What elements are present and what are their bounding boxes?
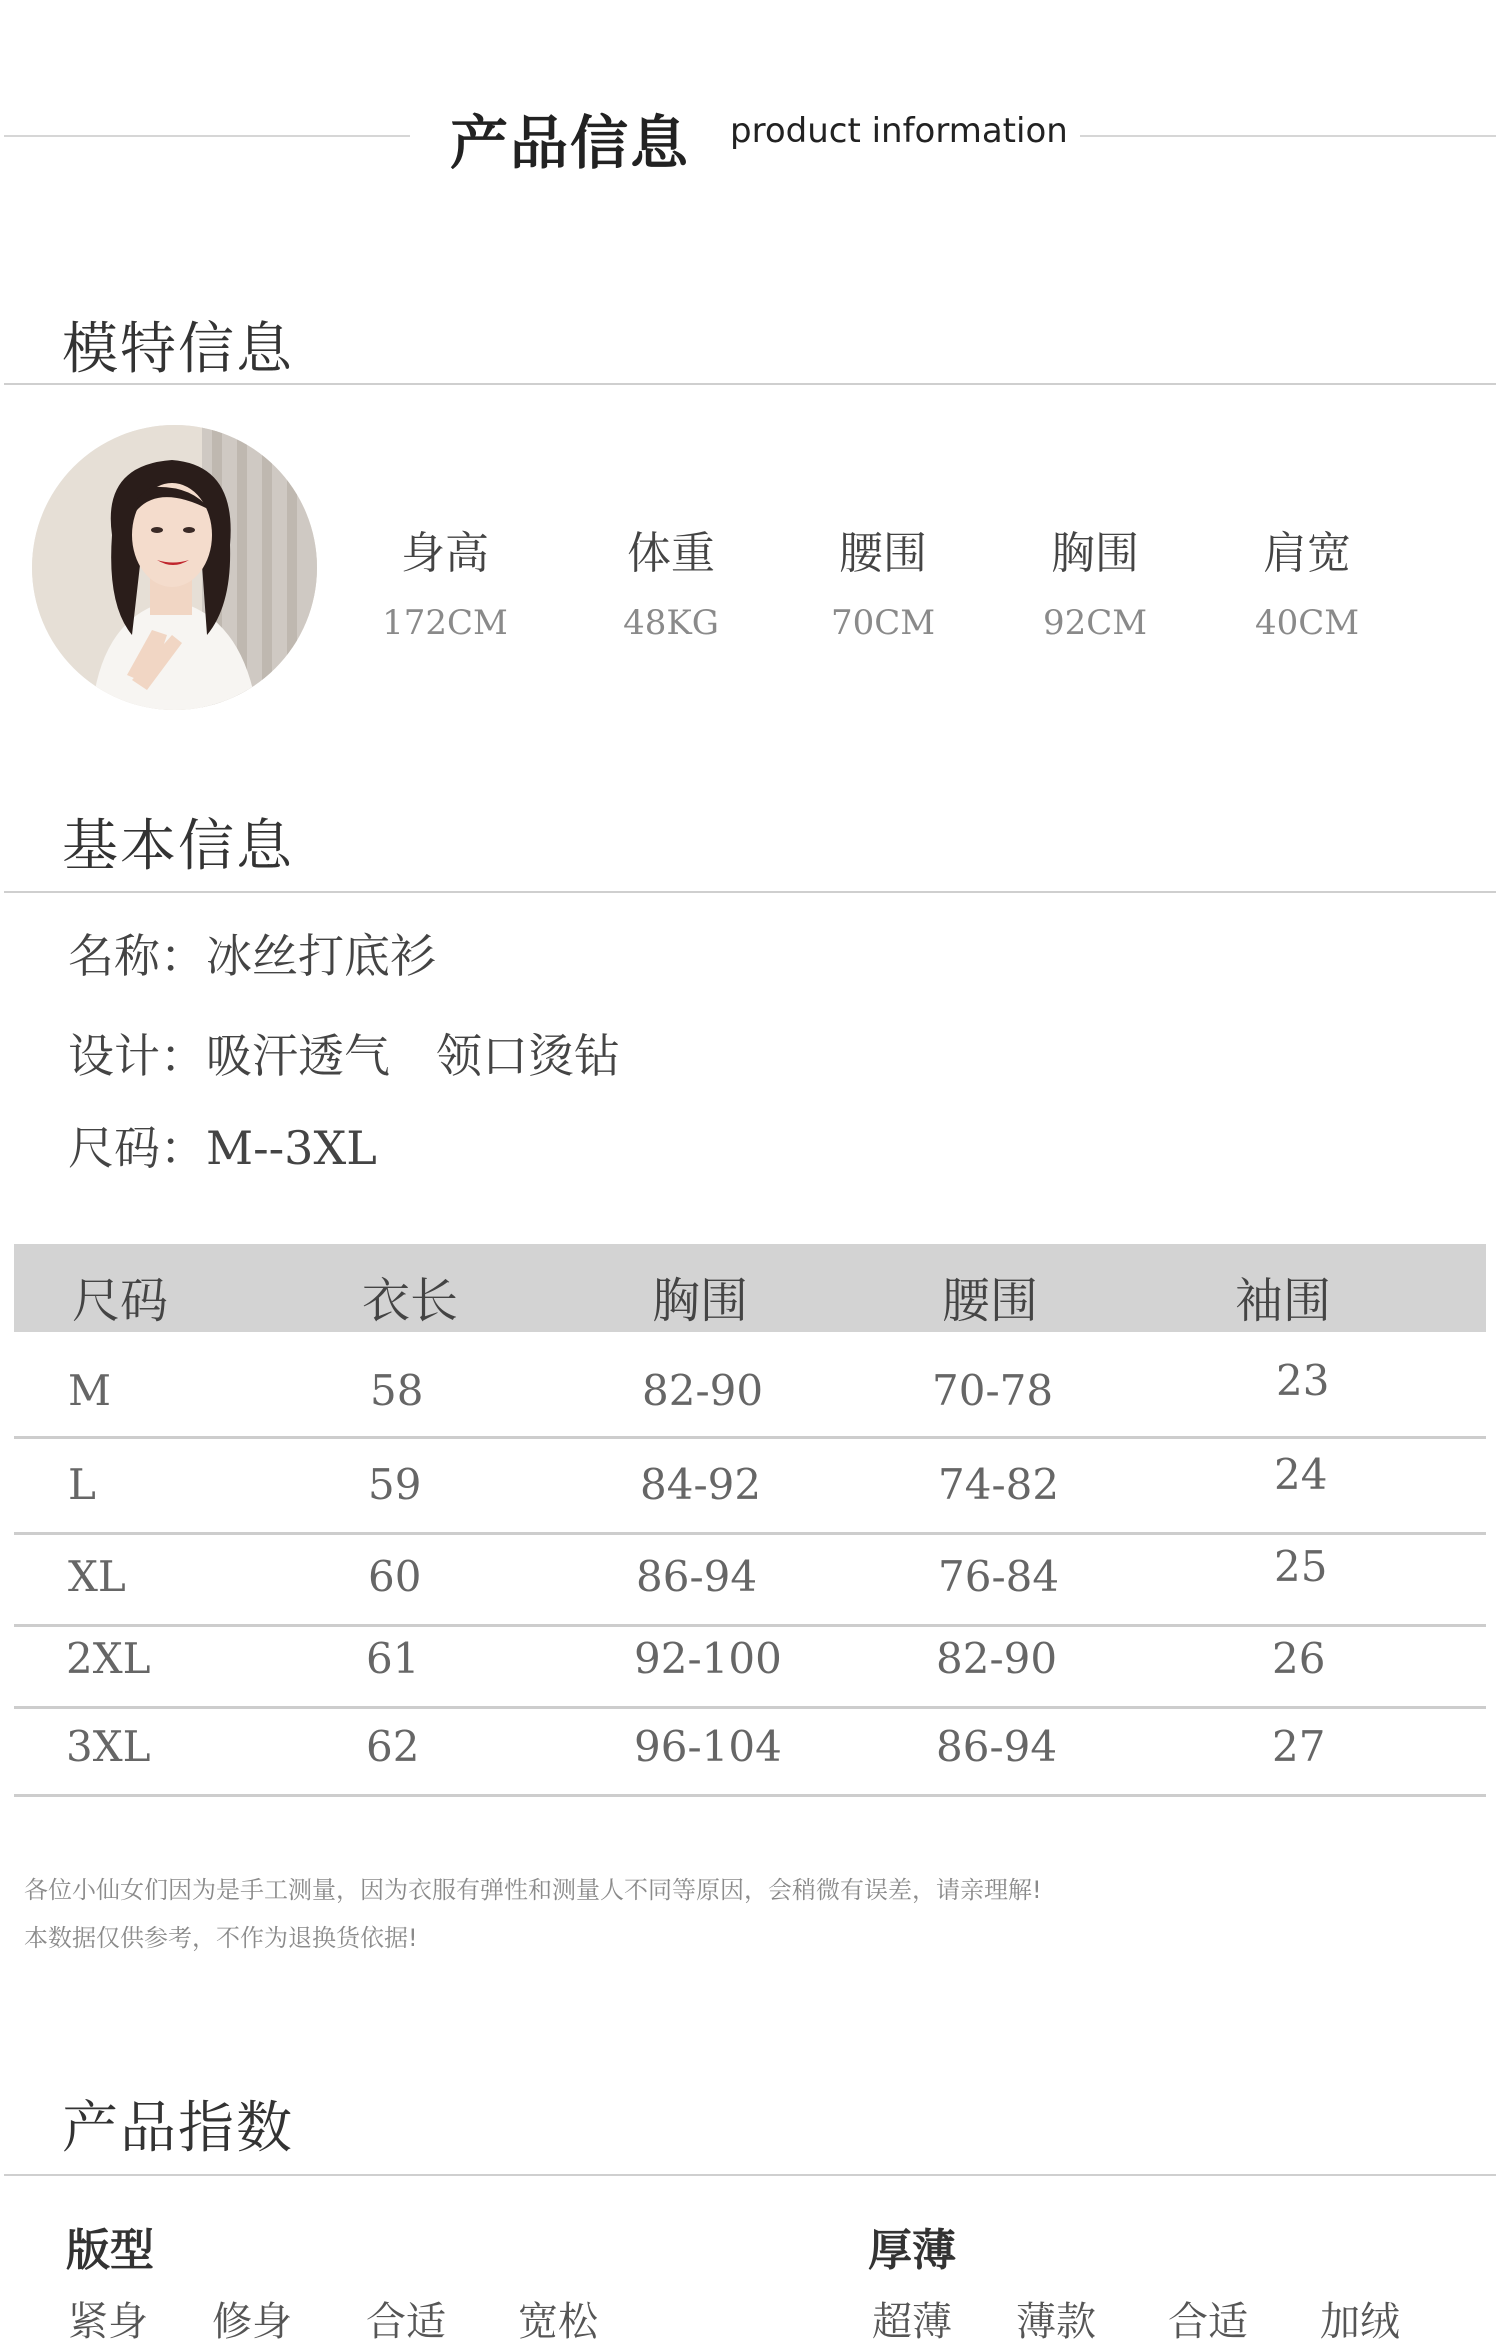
- table-cell: 2XL: [66, 1634, 151, 1683]
- basic-section-rule: [4, 891, 1496, 893]
- table-cell: M: [68, 1366, 112, 1415]
- table-cell: 82-90: [642, 1366, 764, 1415]
- table-cell: 3XL: [66, 1722, 151, 1771]
- info-name: 名称：冰丝打底衫: [68, 929, 436, 983]
- model-photo: [32, 425, 317, 710]
- measure-note: 各位小仙女们因为是手工测量，因为衣服有弹性和测量人不同等原因，会稍微有误差，请亲理解!: [24, 1876, 1042, 1904]
- table-row-rule: [14, 1436, 1486, 1439]
- fit-option: 合适: [366, 2299, 446, 2345]
- table-row-rule: [14, 1532, 1486, 1535]
- table-cell: 60: [368, 1552, 422, 1601]
- table-row-rule: [14, 1706, 1486, 1709]
- stat-label: 身高: [401, 528, 489, 579]
- th-length: 衣长: [362, 1273, 459, 1329]
- table-cell: 61: [366, 1634, 420, 1683]
- info-sizes: 尺码：M--3XL: [68, 1121, 377, 1175]
- table-cell: 26: [1272, 1634, 1326, 1683]
- fit-label: 版型: [66, 2225, 154, 2276]
- fit-option: 紧身: [68, 2299, 148, 2345]
- table-cell: 23: [1276, 1356, 1330, 1405]
- table-row-rule: [14, 1624, 1486, 1627]
- th-sleeve: 袖围: [1235, 1273, 1332, 1329]
- stat-value: 48KG: [623, 603, 719, 643]
- th-bust: 胸围: [652, 1273, 749, 1329]
- stat-value: 172CM: [382, 603, 508, 643]
- page-subtitle: product information: [730, 111, 1068, 151]
- thickness-option: 薄款: [1016, 2299, 1096, 2345]
- stat-value: 92CM: [1042, 603, 1148, 643]
- stat-label: 肩宽: [1263, 528, 1351, 579]
- table-cell: 59: [368, 1460, 422, 1509]
- table-cell: 86-94: [936, 1722, 1058, 1771]
- table-cell: 86-94: [636, 1552, 758, 1601]
- model-stat-waist: [798, 517, 968, 643]
- table-cell: 27: [1272, 1722, 1326, 1771]
- index-section-title: 产品指数: [62, 2096, 294, 2161]
- model-section-rule: [4, 383, 1496, 385]
- stat-label: 腰围: [839, 528, 927, 579]
- model-stat-weight: [586, 517, 756, 643]
- fit-option: 修身: [212, 2299, 292, 2345]
- thickness-option: 超薄: [872, 2299, 952, 2345]
- model-stat-bust: [1010, 517, 1180, 643]
- model-stat-height: [360, 517, 530, 643]
- table-cell: 96-104: [634, 1722, 782, 1771]
- index-section-rule: [4, 2174, 1496, 2176]
- table-cell: 82-90: [936, 1634, 1058, 1683]
- table-cell: L: [68, 1460, 96, 1509]
- table-cell: XL: [68, 1552, 126, 1601]
- table-cell: 92-100: [634, 1634, 782, 1683]
- stat-value: 40CM: [1254, 603, 1360, 643]
- header-rule-right: [1080, 135, 1496, 137]
- model-section-title: 模特信息: [62, 317, 294, 382]
- table-cell: 62: [366, 1722, 420, 1771]
- table-cell: 24: [1274, 1450, 1328, 1499]
- basic-section-title: 基本信息: [62, 814, 294, 879]
- page-title: 产品信息: [450, 109, 691, 177]
- th-waist: 腰围: [942, 1273, 1039, 1329]
- thickness-option: 加绒: [1320, 2299, 1400, 2345]
- stat-value: 70CM: [830, 603, 936, 643]
- thickness-option: 合适: [1168, 2299, 1248, 2345]
- table-cell: 74-82: [938, 1460, 1060, 1509]
- fit-option: 宽松: [518, 2299, 598, 2345]
- table-cell: 70-78: [932, 1366, 1054, 1415]
- table-row-rule: [14, 1794, 1486, 1797]
- stat-label: 体重: [627, 528, 715, 579]
- info-design: 设计：吸汗透气 领口烫钻: [68, 1029, 620, 1083]
- table-cell: 76-84: [938, 1552, 1060, 1601]
- table-cell: 84-92: [640, 1460, 762, 1509]
- thickness-label: 厚薄: [868, 2225, 956, 2276]
- table-cell: 25: [1274, 1542, 1328, 1591]
- stat-label: 胸围: [1051, 528, 1139, 579]
- reference-note: 本数据仅供参考，不作为退换货依据!: [24, 1924, 418, 1952]
- th-size: 尺码: [72, 1273, 169, 1329]
- header-rule-left: [4, 135, 410, 137]
- table-cell: 58: [370, 1366, 424, 1415]
- model-portrait-illustration: [32, 425, 317, 710]
- model-stat-shoulder: [1222, 517, 1392, 643]
